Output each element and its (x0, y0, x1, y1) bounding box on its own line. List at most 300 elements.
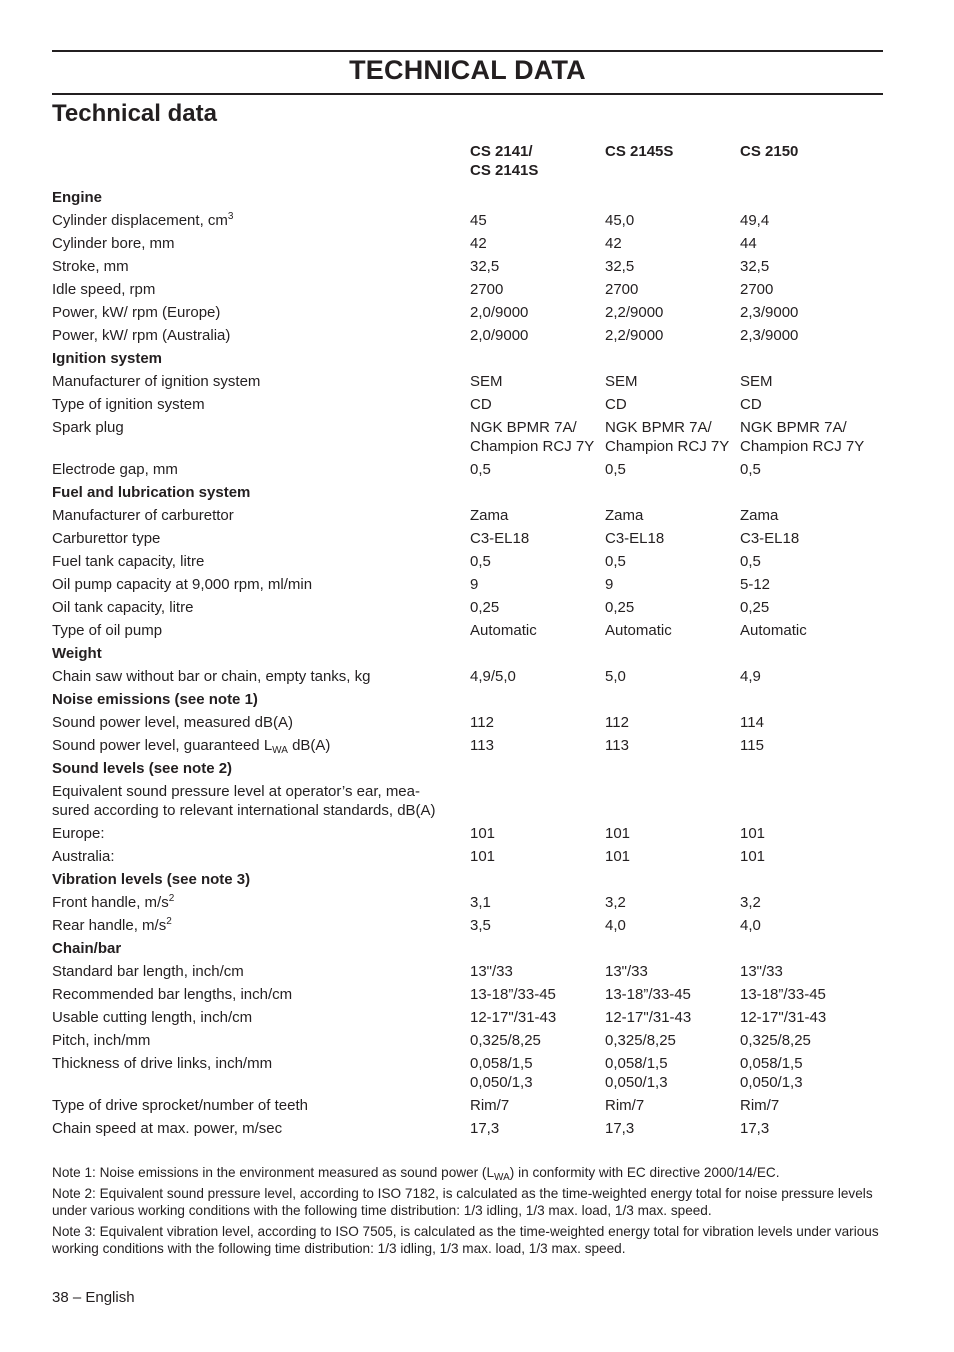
row-label (52, 1119, 470, 1142)
cell-value: 17,3 (740, 1120, 770, 1137)
note-2: Note 2: Equivalent sound pressure level, according to ISO 7182, is calculated as the time-weighted energy total for noise pressure levels under various working conditions with the following time distribution: 1/3 idling, 1/3 max. load, 1/3 max. speed. (52, 1186, 873, 1218)
page-footer: 38 – English (52, 1289, 135, 1306)
table-cell (470, 395, 605, 418)
cell-value: 3,5 (470, 917, 491, 934)
row-label-text: Sound power level, measured dB(A) (52, 714, 293, 731)
cell-value: 0,325/8,25 (740, 1032, 811, 1049)
table-cell (740, 782, 875, 824)
group-heading (52, 939, 470, 962)
table-row (52, 1008, 883, 1031)
cell-value: Rim/7 (740, 1097, 780, 1114)
cell-value: 49,4 (740, 212, 770, 229)
cell-value: 0,325/8,25 (470, 1032, 541, 1049)
table-row (52, 234, 883, 257)
row-label (52, 1008, 470, 1031)
table-cell (470, 985, 605, 1008)
table-row (52, 847, 883, 870)
cell-value: 101 (470, 825, 496, 842)
table-cell (605, 257, 740, 280)
cell-value-line2: Champion RCJ 7Y (470, 438, 595, 455)
row-label (52, 418, 470, 460)
group-heading-row (52, 690, 883, 713)
cell-value: Zama (740, 507, 779, 524)
cell-value-line2: 0,050/1,3 (605, 1074, 668, 1091)
table-cell (470, 529, 605, 552)
cell-value: 5-12 (740, 576, 771, 593)
notes (52, 1164, 887, 1261)
cell-value: NGK BPMR 7A/ (605, 419, 712, 436)
row-label-text: Sound power level, guaranteed L (52, 737, 273, 754)
row-label-text: Rear handle, m/s (52, 917, 167, 934)
cell-value-line2: Champion RCJ 7Y (740, 438, 865, 455)
table-cell (740, 1054, 875, 1096)
cell-value: 2,3/9000 (740, 327, 799, 344)
row-label (52, 824, 470, 847)
table-cell (605, 916, 740, 939)
table-cell (740, 1031, 875, 1054)
cell-value-line2: Champion RCJ 7Y (605, 438, 730, 455)
table-cell (605, 893, 740, 916)
table-cell (605, 211, 740, 234)
table-cell (605, 1054, 740, 1096)
table-cell (605, 962, 740, 985)
cell-value: 44 (740, 235, 757, 252)
table-cell (470, 575, 605, 598)
table-cell (740, 372, 875, 395)
table-cell (470, 713, 605, 736)
table-cell (740, 257, 875, 280)
table-cell (605, 395, 740, 418)
table-row (52, 893, 883, 916)
row-label-text: Type of oil pump (52, 622, 163, 639)
table-cell (740, 506, 875, 529)
table-row (52, 713, 883, 736)
table-cell (470, 736, 605, 759)
cell-value: 2,2/9000 (605, 327, 664, 344)
cell-value: 2,3/9000 (740, 304, 799, 321)
table-cell (470, 280, 605, 303)
row-label-text: Usable cutting length, inch/cm (52, 1009, 253, 1026)
table-cell (605, 575, 740, 598)
table-cell (605, 506, 740, 529)
cell-value: 2,0/9000 (470, 304, 529, 321)
cell-value: 101 (470, 848, 496, 865)
cell-value: 13-18”/33-45 (740, 986, 826, 1003)
cell-value: 2,2/9000 (605, 304, 664, 321)
table-cell (740, 575, 875, 598)
cell-value: 4,0 (605, 917, 626, 934)
row-label (52, 782, 470, 824)
row-label-text: Fuel tank capacity, litre (52, 553, 205, 570)
cell-value: 113 (470, 737, 494, 754)
table-row (52, 985, 883, 1008)
table-row (52, 1096, 883, 1119)
table-cell (740, 1119, 875, 1142)
row-label-text: Sound levels (see note 2) (52, 760, 233, 777)
section-title: Technical data (52, 100, 217, 127)
row-label (52, 713, 470, 736)
cell-value: 42 (605, 235, 622, 252)
table-cell (740, 211, 875, 234)
table-cell (470, 418, 605, 460)
table-cell (470, 1031, 605, 1054)
table-row (52, 303, 883, 326)
row-label (52, 1054, 470, 1096)
table-cell (740, 418, 875, 460)
table-cell (470, 962, 605, 985)
table-cell (605, 552, 740, 575)
table-cell (470, 303, 605, 326)
cell-value: CD (470, 396, 492, 413)
table-cell (470, 372, 605, 395)
table-row (52, 962, 883, 985)
row-label-text: Manufacturer of ignition system (52, 373, 261, 390)
cell-value: 32,5 (470, 258, 500, 275)
table-cell (605, 460, 740, 483)
table-cell (605, 280, 740, 303)
table-header (52, 142, 883, 188)
cell-value: 0,058/1,5 (605, 1055, 668, 1072)
cell-value: 12-17"/31-43 (470, 1009, 557, 1026)
row-label-text: Pitch, inch/mm (52, 1032, 151, 1049)
cell-value: Rim/7 (605, 1097, 645, 1114)
table-row (52, 372, 883, 395)
table-cell (470, 782, 605, 824)
row-label (52, 303, 470, 326)
cell-value: 112 (605, 714, 629, 731)
table-row (52, 506, 883, 529)
table-cell (740, 1096, 875, 1119)
cell-value: 101 (740, 848, 766, 865)
row-label (52, 280, 470, 303)
group-heading (52, 644, 470, 667)
cell-value: 13"/33 (470, 963, 513, 980)
table-cell (605, 234, 740, 257)
cell-value: 3,2 (605, 894, 626, 911)
row-label (52, 847, 470, 870)
table-cell (740, 395, 875, 418)
table-cell (740, 303, 875, 326)
cell-value: 101 (605, 825, 631, 842)
row-label-text: Stroke, mm (52, 258, 129, 275)
row-label (52, 736, 470, 759)
cell-value: 0,25 (740, 599, 770, 616)
table-cell (740, 1008, 875, 1031)
cell-value: Automatic (740, 622, 807, 639)
table-cell (470, 234, 605, 257)
row-label-text: Thickness of drive links, inch/mm (52, 1055, 273, 1072)
table-cell (605, 1008, 740, 1031)
cell-value: CD (740, 396, 762, 413)
table-row (52, 257, 883, 280)
row-label-text: Carburettor type (52, 530, 161, 547)
row-label-text: Fuel and lubrication system (52, 484, 251, 501)
row-label-text: Standard bar length, inch/cm (52, 963, 244, 980)
row-label (52, 326, 470, 349)
header-blank (52, 142, 470, 188)
table-row (52, 1119, 883, 1142)
row-label (52, 667, 470, 690)
unit-subscript: WA (272, 745, 288, 756)
cell-value: 12-17"/31-43 (740, 1009, 827, 1026)
cell-value: 0,058/1,5 (740, 1055, 803, 1072)
bottom-rule (52, 93, 883, 95)
table-cell (740, 598, 875, 621)
cell-value: Zama (470, 507, 509, 524)
table-row (52, 667, 883, 690)
unit-superscript: 2 (168, 893, 175, 904)
row-label (52, 1031, 470, 1054)
table-cell (605, 667, 740, 690)
table-row (52, 782, 883, 824)
table-cell (470, 506, 605, 529)
cell-value: 9 (470, 576, 479, 593)
cell-value: 3,2 (740, 894, 761, 911)
cell-value: 0,5 (605, 553, 626, 570)
table-cell (605, 1031, 740, 1054)
cell-value: 0,5 (740, 553, 761, 570)
row-label-text: Chain saw without bar or chain, empty tanks, kg (52, 668, 371, 685)
row-label-text: Recommended bar lengths, inch/cm (52, 986, 293, 1003)
cell-value: 4,9 (740, 668, 761, 685)
row-label-text: Vibration levels (see note 3) (52, 871, 251, 888)
table-cell (740, 552, 875, 575)
row-label (52, 395, 470, 418)
cell-value: NGK BPMR 7A/ (740, 419, 847, 436)
cell-value: SEM (740, 373, 773, 390)
row-label-text: Spark plug (52, 419, 124, 436)
table-cell (470, 621, 605, 644)
cell-value: 2700 (470, 281, 504, 298)
table-row (52, 598, 883, 621)
cell-value: 2700 (605, 281, 639, 298)
row-label (52, 257, 470, 280)
row-label-text: Noise emissions (see note 1) (52, 691, 258, 708)
cell-value: Rim/7 (470, 1097, 510, 1114)
cell-value: SEM (470, 373, 503, 390)
table-row (52, 418, 883, 460)
row-label (52, 598, 470, 621)
row-label-text: Equivalent sound pressure level at operator’s ear, mea- (52, 783, 420, 800)
table-row (52, 280, 883, 303)
table-cell (740, 824, 875, 847)
row-label-text: Type of drive sprocket/number of teeth (52, 1097, 308, 1114)
row-label (52, 234, 470, 257)
cell-value: C3-EL18 (470, 530, 530, 547)
cell-value: 101 (605, 848, 631, 865)
row-label (52, 460, 470, 483)
row-label (52, 211, 470, 234)
row-label-text: Europe: (52, 825, 105, 842)
note-1-text-end: ) in conformity with EC directive 2000/14/EC. (509, 1165, 780, 1180)
table-cell (740, 893, 875, 916)
cell-value: 0,5 (470, 461, 491, 478)
table-row (52, 736, 883, 759)
table-cell (470, 552, 605, 575)
row-label (52, 372, 470, 395)
spec-table (52, 142, 883, 1142)
table-row (52, 575, 883, 598)
group-heading (52, 349, 470, 372)
table-cell (470, 598, 605, 621)
cell-value: 0,058/1,5 (470, 1055, 533, 1072)
cell-value: 0,25 (470, 599, 500, 616)
cell-value: CD (605, 396, 627, 413)
table-cell (470, 460, 605, 483)
cell-value: 115 (740, 737, 764, 754)
group-heading-row (52, 644, 883, 667)
row-label-text: Cylinder bore, mm (52, 235, 175, 252)
cell-value: 5,0 (605, 668, 626, 685)
table-cell (470, 1008, 605, 1031)
row-label (52, 529, 470, 552)
cell-value: 32,5 (605, 258, 635, 275)
table-row (52, 460, 883, 483)
column-header-cs2141 (470, 142, 605, 188)
row-label (52, 552, 470, 575)
note-1 (52, 1164, 887, 1181)
cell-value: 0,5 (740, 461, 761, 478)
table-cell (740, 460, 875, 483)
unit-superscript: 3 (227, 211, 234, 222)
cell-value: 17,3 (470, 1120, 500, 1137)
table-cell (605, 1119, 740, 1142)
table-cell (605, 529, 740, 552)
row-label (52, 893, 470, 916)
row-label (52, 1096, 470, 1119)
row-label-text: Type of ignition system (52, 396, 205, 413)
column-header-cs2145s: CS 2145S (605, 143, 674, 160)
row-label-text: Engine (52, 189, 103, 206)
table-cell (740, 234, 875, 257)
group-heading-row (52, 759, 883, 782)
row-label (52, 575, 470, 598)
row-label-line2: sured according to relevant international standards, dB(A) (52, 802, 436, 819)
group-heading-row (52, 349, 883, 372)
column-header-line: CS 2141/ (470, 143, 533, 160)
row-label-text: Idle speed, rpm (52, 281, 156, 298)
table-row (52, 916, 883, 939)
row-label-text: Manufacturer of carburettor (52, 507, 234, 524)
cell-value: 4,0 (740, 917, 761, 934)
cell-value: 0,5 (470, 553, 491, 570)
table-row (52, 824, 883, 847)
row-label-text: Power, kW/ rpm (Australia) (52, 327, 231, 344)
row-label-text: Power, kW/ rpm (Europe) (52, 304, 221, 321)
row-label (52, 916, 470, 939)
table-cell (605, 713, 740, 736)
group-heading (52, 870, 470, 893)
table-cell (740, 962, 875, 985)
cell-value: 2700 (740, 281, 774, 298)
row-label (52, 985, 470, 1008)
cell-value: 9 (605, 576, 614, 593)
table-cell (740, 529, 875, 552)
table-cell (740, 847, 875, 870)
cell-value: C3-EL18 (740, 530, 800, 547)
cell-value: 112 (470, 714, 494, 731)
row-label-text: Chain/bar (52, 940, 122, 957)
table-cell (470, 916, 605, 939)
table-row (52, 621, 883, 644)
note-1-subscript: WA (494, 1172, 510, 1183)
table-row (52, 395, 883, 418)
table-cell (470, 326, 605, 349)
cell-value: Zama (605, 507, 644, 524)
group-heading (52, 188, 470, 211)
column-header-line: CS 2141S (470, 162, 539, 179)
row-label-text: Cylinder displacement, cm (52, 212, 228, 229)
table-row (52, 326, 883, 349)
cell-value: 13-18”/33-45 (470, 986, 556, 1003)
cell-value: 45 (470, 212, 487, 229)
group-heading (52, 690, 470, 713)
cell-value-line2: 0,050/1,3 (470, 1074, 533, 1091)
table-row (52, 529, 883, 552)
row-label (52, 962, 470, 985)
cell-value: 2,0/9000 (470, 327, 529, 344)
cell-value: 13-18”/33-45 (605, 986, 691, 1003)
note-1-text: Note 1: Noise emissions in the environment measured as sound power (L (52, 1165, 495, 1180)
table-cell (470, 824, 605, 847)
group-heading-row (52, 870, 883, 893)
cell-value: 13"/33 (740, 963, 783, 980)
table-cell (605, 372, 740, 395)
table-cell (470, 667, 605, 690)
group-heading-row (52, 188, 883, 211)
row-label (52, 621, 470, 644)
row-label-text: Australia: (52, 848, 115, 865)
table-cell (605, 303, 740, 326)
cell-value: 45,0 (605, 212, 635, 229)
table-cell (470, 1119, 605, 1142)
table-cell (740, 326, 875, 349)
cell-value: NGK BPMR 7A/ (470, 419, 577, 436)
table-cell (470, 211, 605, 234)
table-row (52, 1031, 883, 1054)
table-cell (605, 736, 740, 759)
row-label-text: Front handle, m/s (52, 894, 169, 911)
column-header-cs2150: CS 2150 (740, 143, 799, 160)
table-cell (470, 1054, 605, 1096)
cell-value: 0,325/8,25 (605, 1032, 676, 1049)
note-3: Note 3: Equivalent vibration level, according to ISO 7505, is calculated as the time-weighted energy total for vibration levels under various working conditions with the following time distribution: 1/3 idling, 1/3 max. load, 1/3 max. speed. (52, 1224, 879, 1256)
table-cell (605, 1096, 740, 1119)
row-label-text: Oil tank capacity, litre (52, 599, 194, 616)
table-cell (470, 893, 605, 916)
table-cell (740, 667, 875, 690)
table-row (52, 552, 883, 575)
group-heading-row (52, 483, 883, 506)
row-label-suffix: dB(A) (287, 737, 331, 754)
group-heading-row (52, 939, 883, 962)
cell-value: 12-17"/31-43 (605, 1009, 692, 1026)
table-cell (740, 713, 875, 736)
group-heading (52, 759, 470, 782)
table-cell (740, 621, 875, 644)
cell-value: 101 (740, 825, 766, 842)
row-label (52, 506, 470, 529)
cell-value: 0,5 (605, 461, 626, 478)
cell-value: C3-EL18 (605, 530, 665, 547)
table-cell (605, 418, 740, 460)
banner-title: TECHNICAL DATA (349, 55, 586, 85)
cell-value: 42 (470, 235, 487, 252)
table-cell (470, 847, 605, 870)
top-rule (52, 50, 883, 52)
table-cell (605, 326, 740, 349)
cell-value: 17,3 (605, 1120, 635, 1137)
